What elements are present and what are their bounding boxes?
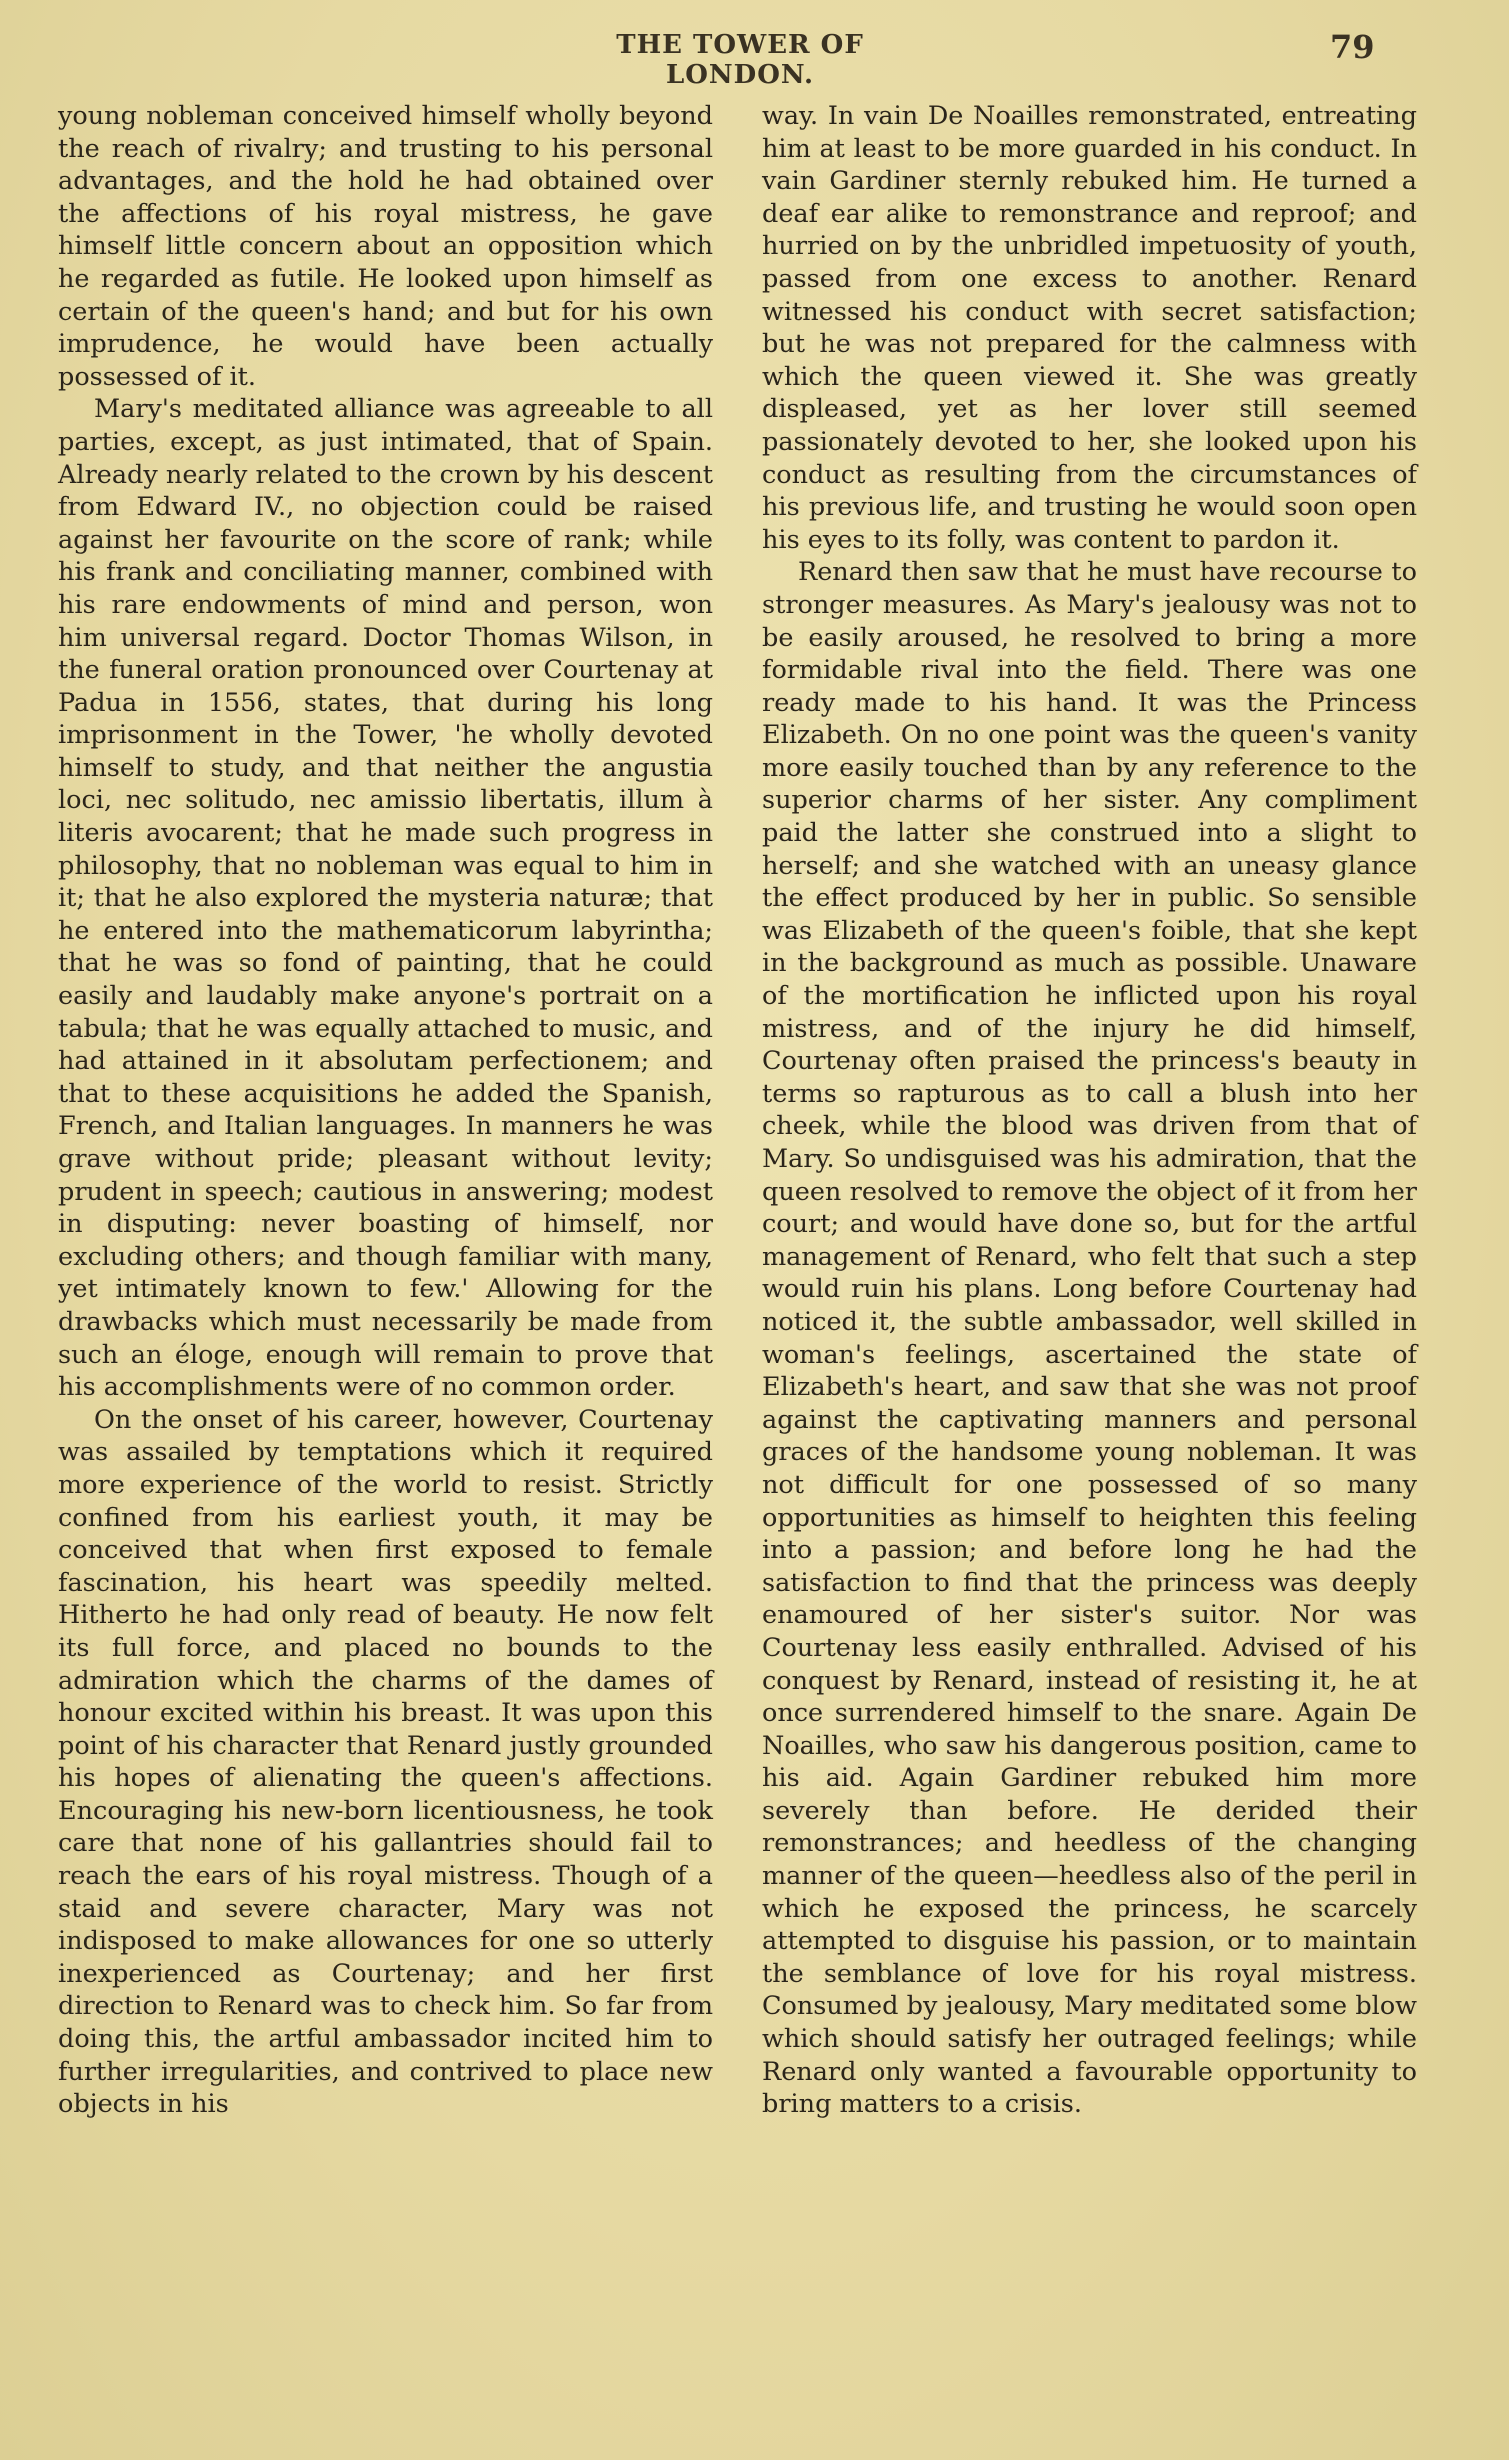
page-number: 79 [1330, 28, 1375, 66]
paragraph: Renard then saw that he must have recourse to stronger measures. As Mary's jealousy was not to be easily aroused, he resolved to bring a more formidable rival into the field. There was one ready made to his hand. It was the Princess Elizabeth. On no one point was the queen's vanity more easily touched than by any reference to the superior charms of her sister. Any compliment paid the latter she construed into a slight to herself; and she watched with an uneasy glance the effect produced by her in public. So sensible was Elizabeth of the queen's foible, that she kept in the background as much as possible. Unaware of the mortification he inflicted upon his royal mistress, and of the injury he did himself, Courtenay often praised the princess's beauty in terms so rapturous as to call a blush into her cheek, while the blood was driven from that of Mary. So undisguised was his admiration, that the queen resolved to remove the object of it from her court; and would have done so, but for the artful management of Renard, who felt that such a step would ruin his plans. Long before Courtenay had noticed it, the subtle ambassador, well skilled in woman's feelings, ascertained the state of Elizabeth's heart, and saw that she was not proof against the captivating manners and personal graces of the handsome young nobleman. It was not difficult for one possessed of so many opportunities as himself to heighten this feeling into a passion; and before long he had the satisfaction to find that the princess was deeply enamoured of her sister's suitor. Nor was Courtenay less easily enthralled. Advised of his conquest by Renard, instead of resisting it, he at once surrendered himself to the snare. Again De Noailles, who saw his dangerous position, came to his aid. Again Gardiner rebuked him more severely than before. He derided their remonstrances; and heedless of the changing manner of the queen—heedless also of the peril in which he exposed the princess, he scarcely attempted to disguise his passion, or to maintain the semblance of love for his royal mistress. Consumed by jealousy, Mary meditated some blow which should satisfy her outraged feelings; while Renard only wanted a favourable opportunity to bring matters to a crisis. [762, 557, 1417, 2120]
paragraph: Mary's meditated alliance was agreeable to all parties, except, as just intimated, that of Spain. Already nearly related to the crown by his descent from Edward IV., no objection could be raised against her favourite on the score of rank; while his frank and conciliating manner, combined with his rare endowments of mind and person, won him universal regard. Doctor Thomas Wilson, in the funeral oration pronounced over Courtenay at Padua in 1556, states, that during his long imprisonment in the Tower, 'he wholly devoted himself to study, and that neither the angustia loci, nec solitudo, nec amissio libertatis, illum à literis avocarent; that he made such progress in philosophy, that no nobleman was equal to him in it; that he also explored the mysteria naturæ; that he entered into the mathematicorum labyrintha; that he was so fond of painting, that he could easily and laudably make anyone's portrait on a tabula; that he was equally attached to music, and had attained in it absolutam perfectionem; and that to these acquisitions he added the Spanish, French, and Italian languages. In manners he was grave without pride; pleasant without levity; prudent in speech; cautious in answering; modest in disputing: never boasting of himself, nor excluding others; and though familiar with many, yet intimately known to few.' Allowing for the drawbacks which must necessarily be made from such an éloge, enough will remain to prove that his accomplishments were of no common order. [58, 394, 713, 1403]
page-header [0, 28, 1509, 90]
paragraph: way. In vain De Noailles remonstrated, entreating him at least to be more guarded in his conduct. In vain Gardiner sternly rebuked him. He turned a deaf ear alike to remonstrance and reproof; and hurried on by the unbridled impetuosity of youth, passed from one excess to another. Renard witnessed his conduct with secret satisfaction; but he was not prepared for the calmness with which the queen viewed it. She was greatly displeased, yet as her lover still seemed passionately devoted to her, she looked upon his conduct as resulting from the circumstances of his previous life, and trusting he would soon open his eyes to its folly, was content to pardon it. [762, 101, 1417, 555]
right-column [762, 100, 1417, 2121]
paragraph: young nobleman conceived himself wholly beyond the reach of rivalry; and trusting to his personal advantages, and the hold he had obtained over the affections of his royal mistress, he gave himself little concern about an opposition which he regarded as futile. He looked upon himself as certain of the queen's hand; and but for his own imprudence, he would have been actually possessed of it. [58, 101, 713, 392]
left-column [58, 100, 713, 2121]
paragraph: On the onset of his career, however, Courtenay was assailed by temptations which it required more experience of the world to resist. Strictly confined from his earliest youth, it may be conceived that when first exposed to female fascination, his heart was speedily melted. Hitherto he had only read of beauty. He now felt its full force, and placed no bounds to the admiration which the charms of the dames of honour excited within his breast. It was upon this point of his character that Renard justly grounded his hopes of alienating the queen's affections. Encouraging his new-born licentiousness, he took care that none of his gallantries should fail to reach the ears of his royal mistress. Though of a staid and severe character, Mary was not indisposed to make allowances for one so utterly inexperienced as Courtenay; and her first direction to Renard was to check him. So far from doing this, the artful ambassador incited him to further irregularities, and contrived to place new objects in his [58, 1404, 713, 2120]
running-title: THE TOWER OF LONDON. [616, 30, 864, 90]
